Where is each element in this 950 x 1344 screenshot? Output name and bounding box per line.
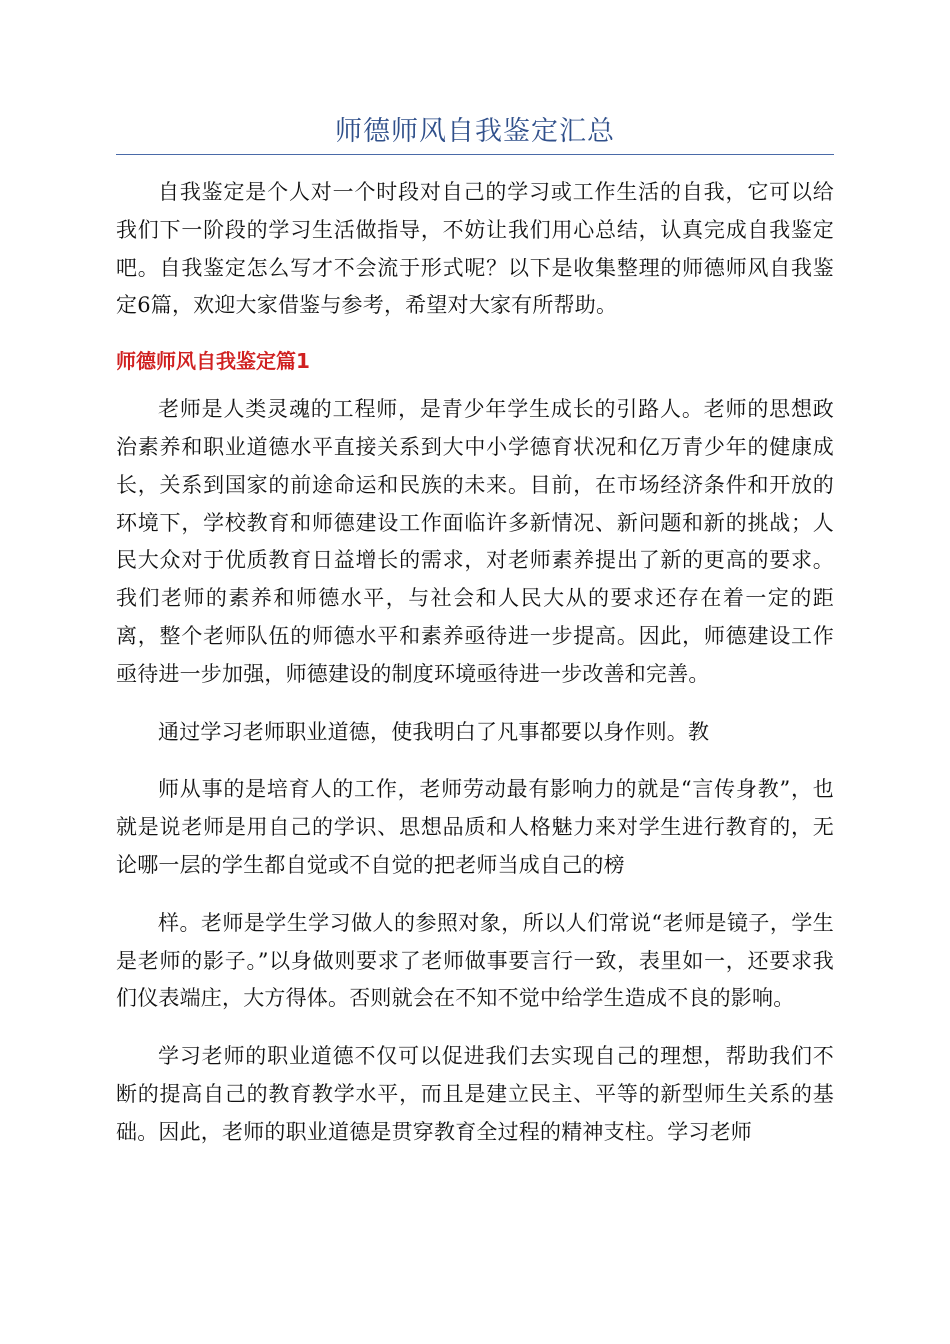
section-heading: 师德师风自我鉴定篇1 [116, 349, 310, 374]
document-title: 师德师风自我鉴定汇总 [335, 116, 615, 147]
document-body [116, 174, 834, 1172]
body-paragraph-1: 老师是人类灵魂的工程师，是青少年学生成长的引路人。老师的思想政治素养和职业道德水平直接关系到大中小学德育状况和亿万青少年的健康成长，关系到国家的前途命运和民族的未来。目前，在市场经济条件和开放的环境下，学校教育和师德建设工作面临许多新情况、新问题和新的挑战；人民大众对于优质教育日益增长的需求，对老师素养提出了新的更高的要求。我们老师的素养和师德水平，与社会和人民大从的要求还存在着一定的距离，整个老师队伍的师德水平和素养亟待进一步提高。因此，师德建设工作亟待进一步加强，师德建设的制度环境亟待进一步改善和完善。 [116, 397, 834, 686]
title-underline [116, 154, 834, 155]
body-paragraph-2: 通过学习老师职业道德，使我明白了凡事都要以身作则。教 [158, 719, 710, 744]
intro-paragraph: 自我鉴定是个人对一个时段对自己的学习或工作生活的自我，它可以给我们下一阶段的学习生活做指导，不妨让我们用心总结，认真完成自我鉴定吧。自我鉴定怎么写才不会流于形式呢？以下是收集整理的师德师风自我鉴定6篇，欢迎大家借鉴与参考，希望对大家有所帮助。 [116, 180, 834, 318]
body-paragraph-5: 学习老师的职业道德不仅可以促进我们去实现自己的理想，帮助我们不断的提高自己的教育教学水平，而且是建立民主、平等的新型师生关系的基础。因此，老师的职业道德是贯穿教育全过程的精神支柱。学习老师 [116, 1044, 834, 1144]
body-paragraph-4: 样。老师是学生学习做人的参照对象，所以人们常说“老师是镜子，学生是老师的影子。”以身做则要求了老师做事要言行一致，表里如一，还要求我们仪表端庄，大方得体。否则就会在不知不觉中给学生造成不良的影响。 [116, 910, 834, 1011]
body-paragraph-3: 师从事的是培育人的工作，老师劳动最有影响力的就是“言传身教”，也就是说老师是用自己的学识、思想品质和人格魅力来对学生进行教育的，无论哪一层的学生都自觉或不自觉的把老师当成自己的榜 [116, 777, 834, 877]
